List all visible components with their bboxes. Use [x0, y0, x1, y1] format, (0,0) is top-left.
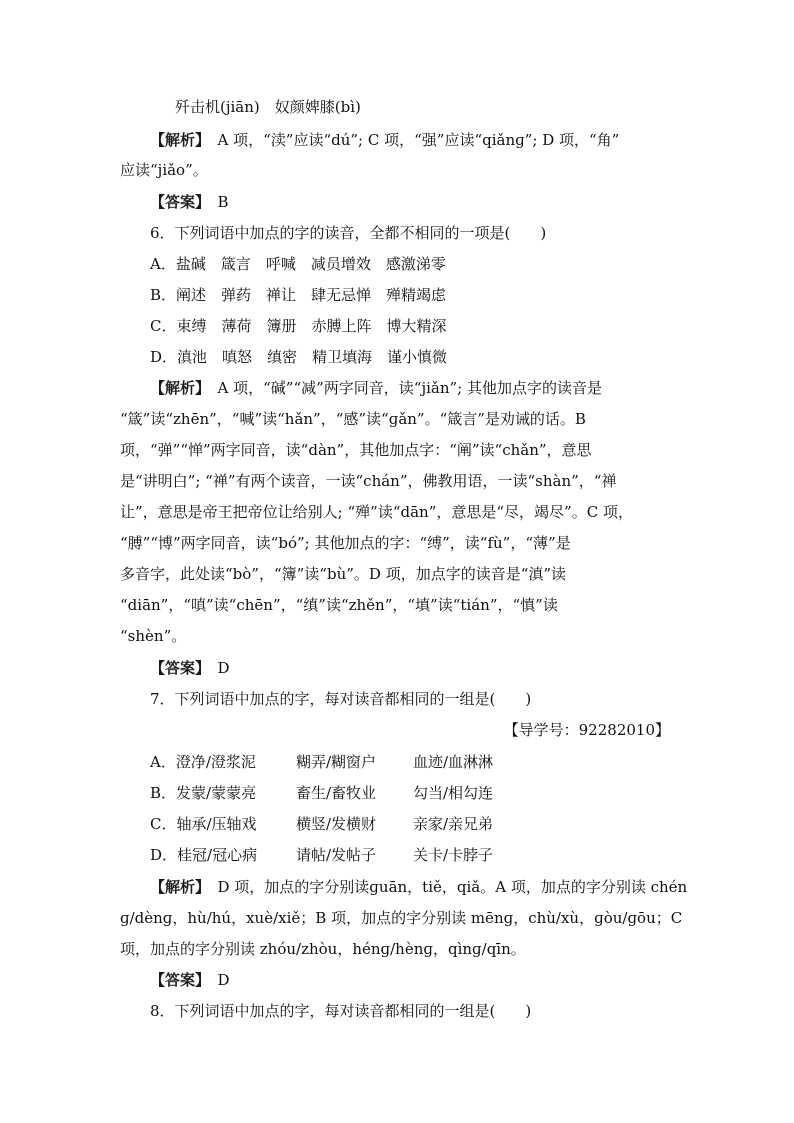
answer-tag: 【答案】: [150, 193, 203, 211]
option-pair-3: 勾当/相勾连: [413, 784, 494, 802]
q7-option-d: [150, 845, 710, 865]
option-pair-3: 关卡/卡脖子: [413, 846, 494, 864]
option-pair-1: D．桂冠/冠心病: [150, 846, 258, 864]
analysis-tag: 【解析】: [150, 379, 203, 397]
answer-value: B: [202, 193, 229, 211]
q6-stem: 6．下列词语中加点的字的读音，全都不相同的一项是( ): [150, 224, 547, 242]
answer-value: D: [202, 971, 230, 989]
option-pair-3: 血迹/血淋淋: [413, 753, 494, 771]
q6-answer: [150, 658, 710, 678]
q5-answer: [150, 192, 710, 212]
q5-analysis-line-2: 应读“jiǎo”。: [120, 161, 208, 179]
option-pair-2: 请帖/发帖子: [296, 846, 377, 864]
option-pair-2: 横竖/发横财: [296, 815, 377, 833]
option-pair-3: 亲家/亲兄弟: [413, 815, 494, 833]
analysis-text: A 项，“碱”“减”两字同音，读“jiǎn”; 其他加点字的读音是: [202, 379, 603, 397]
q6-analysis-line-9: “shèn”。: [120, 627, 187, 645]
q7-answer: [150, 970, 710, 990]
q7-option-b: [150, 783, 710, 803]
q7-analysis-line-1: [150, 877, 688, 897]
option-pair-1: C．轴承/压轴戏: [150, 815, 257, 833]
answer-tag: 【答案】: [150, 659, 203, 677]
q6-option-b: B．阐述 弹药 禅让 肆无忌惮 殚精竭虑: [150, 286, 447, 304]
q6-analysis-line-6: “膊”“博”两字同音，读“bó”; 其他加点的字：“缚”，读“fù”，“薄”是: [120, 534, 571, 552]
analysis-text: A 项，“渎”应读“dú”; C 项，“强”应读“qiǎnɡ”; D 项，“角”: [202, 131, 620, 149]
option-pair-1: B．发蒙/蒙蒙亮: [150, 784, 257, 802]
q5-last-option-tail: 歼击机(jiān) 奴颜婢膝(bì): [175, 98, 361, 116]
q7-option-c: [150, 814, 710, 834]
q6-option-c: C．束缚 薄荷 簿册 赤膊上阵 博大精深: [150, 317, 447, 335]
q7-analysis-line-2: ɡ/dènɡ，hù/hú，xuè/xiě；B 项，加点的字分别读 mēnɡ，chù/xù，ɡòu/ɡōu；C: [120, 909, 683, 927]
q6-option-d: D．滇池 嗔怒 缜密 精卫填海 谨小慎微: [150, 348, 448, 366]
q7-analysis-line-3: 项，加点的字分别读 zhóu/zhòu，hénɡ/hènɡ，qìnɡ/qīn。: [120, 940, 526, 958]
answer-tag: 【答案】: [150, 971, 203, 989]
q6-analysis-line-2: “箴”读“zhēn”，“喊”读“hǎn”，“感”读“ɡǎn”。“箴言”是劝诫的话。B: [120, 410, 586, 428]
option-pair-1: A．澄净/澄浆泥: [150, 753, 256, 771]
analysis-tag: 【解析】: [150, 131, 203, 149]
option-pair-2: 糊弄/糊窗户: [296, 753, 377, 771]
q8-stem: 8．下列词语中加点的字，每对读音都相同的一组是( ): [150, 1002, 532, 1020]
answer-value: D: [202, 659, 230, 677]
q6-analysis-line-7: 多音字，此处读“bò”，“簿”读“bù”。D 项，加点字的读音是“滇”读: [120, 565, 567, 583]
q6-analysis-line-8: “diān”，“嗔”读“chēn”，“缜”读“zhěn”，“填”读“tián”，“慎”读: [120, 596, 558, 614]
q7-option-a: [150, 752, 710, 772]
q6-analysis-line-3: 项，“弹”“惮”两字同音，读“dàn”，其他加点字：“阐”读“chǎn”，意思: [120, 441, 592, 459]
option-pair-2: 畜生/畜牧业: [296, 784, 377, 802]
analysis-tag: 【解析】: [150, 878, 203, 896]
q7-stem: 7．下列词语中加点的字，每对读音都相同的一组是( ): [150, 690, 532, 708]
q6-option-a: A．盐碱 箴言 呼喊 减员增效 感激涕零: [150, 255, 446, 273]
q5-analysis-line-1: [150, 130, 710, 150]
q6-analysis-line-5: 让”，意思是帝王把帝位让给别人; “殚”读“dān”，意思是“尽，竭尽”。C 项，: [120, 503, 633, 521]
analysis-text: D 项，加点的字分别读ɡuān，tiě，qiǎ。A 项，加点的字分别读 chén: [202, 878, 688, 896]
q7-reference-number: 【导学号：92282010】: [503, 721, 670, 739]
q6-analysis-line-4: 是“讲明白”; “禅”有两个读音，一读“chán”，佛教用语，一读“shàn”，“禅: [120, 472, 617, 490]
q6-analysis-line-1: [150, 378, 680, 398]
